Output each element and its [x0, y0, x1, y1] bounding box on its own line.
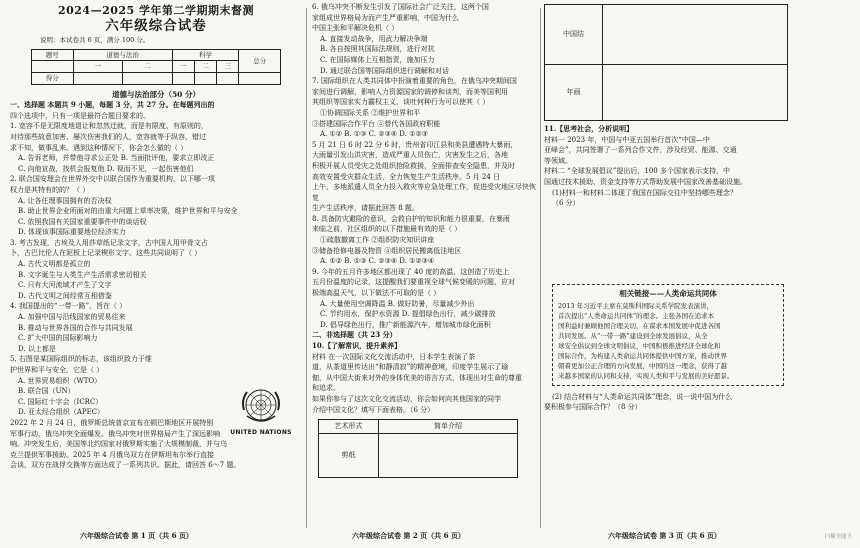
text-line: A. 让各任理事国拥有的否决权 [18, 196, 112, 205]
text-line: 11.【思考社会，分析说明】 [544, 124, 634, 133]
text-line: 1. 宽容不是无限度地退让和忽然迁就，而是有限度、有原则的， [10, 122, 208, 131]
table-row-label: 中国结 [545, 5, 603, 65]
answer-space[interactable] [544, 209, 794, 279]
related-link-box [552, 284, 784, 386]
exam-note: 说明：本试卷共 6 页，满分 100 分。 [40, 36, 150, 45]
text-line: ①协调国际关系 ②维护世界和平 [320, 108, 421, 117]
score-cell: 科学 [172, 49, 239, 61]
text-line: A. 大量使用空调降温 B. 做好防暑，尽量减少外出 [320, 299, 475, 308]
text-line: 2. 联合国安理会在世界外交中以联合国作为重要机构，以下哪一项 [10, 175, 215, 184]
text-line: 2013 年习近平主席在莫斯科国际关系学院发表演讲， [558, 301, 714, 310]
text-line: （6 分） [552, 199, 580, 208]
text-line: D. 亚太经合组织（APEC） [18, 408, 105, 417]
text-line: 共同发展。从“一带一路”建设到全球发展倡议，从全 [558, 331, 708, 340]
text-line: 球安全倡议到全球文明倡议，中国积极推进经济全球化和 [558, 341, 721, 350]
text-line: 伽，从中国大街来对外的身体优美的语言方式，体现出对生命的尊重 [312, 373, 522, 382]
text-line: 等领域。 [544, 156, 572, 165]
page-footer: 六年级综合试卷 第 1 页（共 6 页） [80, 531, 193, 541]
score-cell[interactable] [123, 72, 173, 84]
question-text-block [544, 124, 794, 209]
text-line: A. ①② B. ①③ C. ②③④ D. ①②③④ [320, 257, 435, 266]
text-line: C. 扩大中国的国际影响力 [18, 334, 98, 343]
text-line: 克兰提供军事援助。2025 年 4 月俄乌双方在伊斯坦布尔举行直接 [10, 450, 214, 459]
text-line: 响。冲突发生后，美国等北约国家对俄罗斯实施了大规模制裁，并与乌 [10, 440, 227, 449]
score-cell: 一 [172, 61, 194, 73]
text-line: 6. 俄乌冲突不断发生引发了国际社会广泛关注，这两个国 [312, 3, 489, 11]
text-line: 材料一 2023 年，中国与中亚五国举行首次“中国—中 [544, 135, 710, 144]
text-line: 10.【了解常识，提升素养】 [312, 341, 402, 350]
un-logo-label: UNITED NATIONS [230, 429, 292, 436]
score-table [31, 49, 281, 85]
text-line: B. 各自按照其国际法规则，进行对抗 [320, 45, 435, 54]
text-line: ③储备抢修电器及物资 ④组织居民搬离低洼地区 [312, 246, 462, 255]
score-cell: 三 [217, 61, 239, 73]
text-line: 来越多国家的认同和支持，实现人类和平与发展的美好愿景。 [558, 371, 734, 380]
art-form-table-continued [544, 4, 788, 121]
text-line: 如果你参与了这次文化交流活动，你会如何向其他国家的同学 [312, 394, 501, 403]
answer-cell[interactable] [603, 65, 788, 121]
related-link-title: 相关链接——人类命运共同体 [619, 288, 717, 298]
text-line: A. ①② B. ①③ C. ②③④ D. ①②③ [320, 130, 428, 139]
text-line: 材料 在一次国际文化交流活动中，日本学生表演了茶 [312, 352, 476, 361]
text-line: 国利益时兼顾他国合理关切，在谋求本国发展中促进各国 [558, 321, 721, 330]
text-line: C. 国际红十字会（ICRC） [18, 397, 103, 406]
text-line: C. 节约用水，保护水资源 D. 提倡绿色出行，减少碳排放 [320, 310, 496, 319]
text-line: 要积极参与国际合作？（8 分） [544, 403, 642, 412]
text-line: A. 告诉老师，并带他寻求公正处 B. 当面批评他，要求立即改正 [18, 154, 215, 163]
text-line: 5 月 21 日 6 时 22 分 6 时，贵州省印江县和美县遭遇特大暴雨， [312, 140, 518, 149]
text-line: 权力是其特有的的？（ ） [10, 185, 90, 194]
text-line: 五月份温度的记录，这提醒我们要重视全球气候变暖的问题，应对 [312, 278, 515, 287]
text-line: 国通过技术援助、资金支持等方式帮助发展中国家改善基础设施。 [544, 177, 747, 186]
text-line: D. 以上都是 [18, 344, 56, 353]
text-line: 中国主张和平解决危机（ ） [312, 24, 399, 33]
text-line: 四个选项中，只有一项是最符合题目要求的。 [10, 111, 150, 120]
text-line: 3. 考古发现，古埃及人用莎草纸记录文字，古中国人用甲骨文占 [10, 238, 208, 247]
text-line: 8. 具备防灾避险的意识，会救自护的知识和能力很重要，在暴雨 [312, 214, 510, 223]
text-line: C. 只有大河流域才产生了文字 [18, 281, 112, 290]
text-line: 其组织等国家实力霸权主义，谈吐何种行为可以使其（ ） [312, 98, 490, 107]
text-line: 对待那些故意加害、屡次伤害我们的人，宽容就等于纵容，错过 [10, 132, 206, 141]
text-line: A. 直接发动战争，用武力解决争端 [320, 34, 428, 43]
answer-cell[interactable] [379, 434, 518, 478]
table-header: 简单介绍 [379, 420, 518, 434]
text-line: D. 体现该事国际重要地位经济实力 [18, 228, 126, 237]
page-footer: 六年级综合试卷 第 3 页（共 6 页） [608, 531, 721, 541]
table-row-label: 年画 [545, 65, 603, 121]
score-cell[interactable] [217, 72, 239, 84]
text-line: 家组成世界格局为而产生严重影响，中国为什么 [312, 13, 459, 22]
text-line: 会谈，双方在战俘交换等方面达成了一系列共识。据此，请回答 6～7 题。 [10, 461, 241, 470]
text-line: 和追求。 [312, 384, 340, 393]
answer-cell[interactable] [603, 5, 788, 65]
text-line: 国际合作，为构建人类命运共同体提供中国方案，推动世界 [558, 351, 727, 360]
text-line: 求不知，做事乱来。遇到这种情况下，你会怎么做的（ ） [10, 143, 188, 152]
text-line: A. 古代文明都是孤立的 [18, 260, 91, 269]
score-cell: 总分 [239, 49, 281, 72]
text-line: 护世界和平与安全，它是（ ） [10, 366, 104, 374]
text-line: 5. 右图是某国际组织的标志，该组织致力于维 [10, 355, 152, 364]
score-cell[interactable] [239, 72, 281, 84]
text-line: 积极开展人员受灾之处组织抢险救援，全面排查安全隐患，并及时 [312, 161, 515, 170]
text-line: 2022 年 2 月 24 日，俄罗斯总统普京宣布在顿巴斯地区开展特别 [10, 418, 214, 427]
text-line: C. 向他宣战，找机会报复他 D. 视而不见，一起伤害他们 [18, 164, 194, 173]
text-line: 卜，古巴比伦人在泥板上记录楔形文字。这些共同说明了（ ） [10, 249, 202, 258]
text-line: 介绍中国文化？填写下面表格。（6 分） [312, 405, 435, 414]
question-text-block [544, 392, 794, 413]
text-line: 首次提出“人类命运共同体”的理念。主张各国在追求本 [558, 311, 715, 320]
text-line: 亚峰会”，共同签署了一系列合作文件，涉及经贸、能源、交通 [544, 146, 737, 155]
page-footer: 六年级综合试卷 第 2 页（共 6 页） [352, 531, 465, 541]
text-line: C. 在国际媒体上互相指责，施加压力 [320, 55, 435, 64]
text-line: D. 倡导绿色出行，推广新能源汽车，增加城市绿化面积 [320, 320, 491, 329]
text-line: 家间进行调解，影响人力资源国家的调停和谈判，而美等国利用 [312, 87, 508, 96]
exam-title: 六年级综合试卷 [105, 17, 207, 34]
text-line: 大雨量引发山洪灾害，造成严重人员伤亡，灾害发生之后，各地 [312, 151, 508, 160]
text-line: 二、非选择题（共 23 分） [312, 330, 397, 340]
text-line: (1)材料一和材料二体现了我国在国际交往中坚持哪些理念？ [552, 188, 737, 197]
score-cell: 二 [123, 61, 173, 73]
text-line: ①疏散撤离工作 ②组织防灾知识讲座 [320, 236, 435, 245]
text-line: 军事行动，俄乌冲突全面爆发。俄乌冲突对世界格局产生了深远影响 [10, 429, 220, 438]
page-1 [10, 0, 302, 548]
text-line: 7. 国际组织在人类共同体中扮演着重要的角色，在俄乌冲突期间国 [312, 77, 517, 86]
table-row-label: 剪纸 [319, 434, 379, 478]
score-cell[interactable] [73, 72, 123, 84]
score-cell: 得分 [32, 72, 74, 84]
un-emblem-icon [239, 386, 283, 426]
text-line: 道，从茶道里传达出“和静清寂”的精神意境，印度学生展示了瑜 [312, 363, 509, 372]
score-cell: 道德与法治 [73, 49, 172, 61]
score-cell: 二 [195, 61, 217, 73]
score-cell [32, 61, 74, 73]
text-line: 材料二 “全球发展倡议”提出后，100 多个国家表示支持，中 [544, 167, 730, 176]
section-title: 道德与法治部分（50 分） [111, 89, 201, 99]
column-divider [306, 8, 307, 528]
page-2 [312, 0, 536, 548]
art-form-table [318, 419, 518, 478]
score-cell: 题号 [32, 49, 74, 61]
score-cell[interactable] [195, 72, 217, 84]
text-line: D. 通过联合国等国际组织进行调解和对话 [320, 66, 449, 75]
text-line: C. 依照我国有关国家重要事件中的谈话权 [18, 217, 147, 226]
text-line: 来临之前，社区组织的以下措施最有效的是（ ） [312, 225, 462, 234]
scanner-watermark: 扫描全能王 [824, 534, 852, 540]
text-line: 4. 我国提出的“一带一路”，旨在（ ） [10, 302, 127, 311]
related-link-text [558, 301, 778, 381]
column-divider [540, 8, 541, 528]
text-line: 极端高温天气，以下做法不可取的是（ ） [312, 289, 441, 298]
text-line: ③搭建国际合作平台 ④替代各国政府职能 [312, 119, 441, 128]
text-line: 生产生活秩序，请据此回答 8 题。 [312, 204, 419, 213]
text-line: 上午，多地派遣人员全力投入救灾等应急处理工作，促进受灾地区尽快恢复 [312, 183, 536, 202]
exam-term-title: 2024—2025 学年第二学期期末督测 [57, 4, 255, 17]
score-cell[interactable] [172, 72, 194, 84]
text-line: B. 文字诞生与人类生产生活需求密切相关 [18, 270, 147, 279]
table-header: 艺术形式 [319, 420, 379, 434]
page-3 [544, 0, 794, 548]
text-line: 高效安置受灾群众生活，全力恢复生产生活秩序。5 月 24 日 [312, 172, 501, 181]
score-cell: 一 [73, 61, 123, 73]
text-line: A. 世界贸易组织（WTO） [18, 376, 102, 385]
text-line: B. 助止世界企业所面对的由重大问题上草率决策，维护世界和平与安全 [18, 207, 238, 216]
un-logo [226, 386, 296, 439]
text-line: 朝着更加公正合理的方向发展，中国的这一理念，获得了越 [558, 361, 727, 370]
text-line: A. 加强中国与沿线国家的贸易往来 [18, 313, 126, 322]
text-line: 9. 今年的五月许多地区都出现了 40 度的高温，这创造了历史上 [312, 267, 510, 276]
text-line: D. 古代文明之间经常互相借鉴 [18, 291, 112, 300]
question-text-block [312, 2, 536, 415]
text-line: 一、选择题 本题共 9 小题，每题 3 分，共 27 分。在每题列出的 [10, 100, 215, 110]
text-line: B. 联合国（UN） [18, 387, 75, 396]
text-line: B. 推动与世界各国的合作与共同发展 [18, 323, 133, 332]
text-line: (2) 结合材料与“人类命运共同体”理念，说一说中国为什么 [552, 392, 733, 401]
